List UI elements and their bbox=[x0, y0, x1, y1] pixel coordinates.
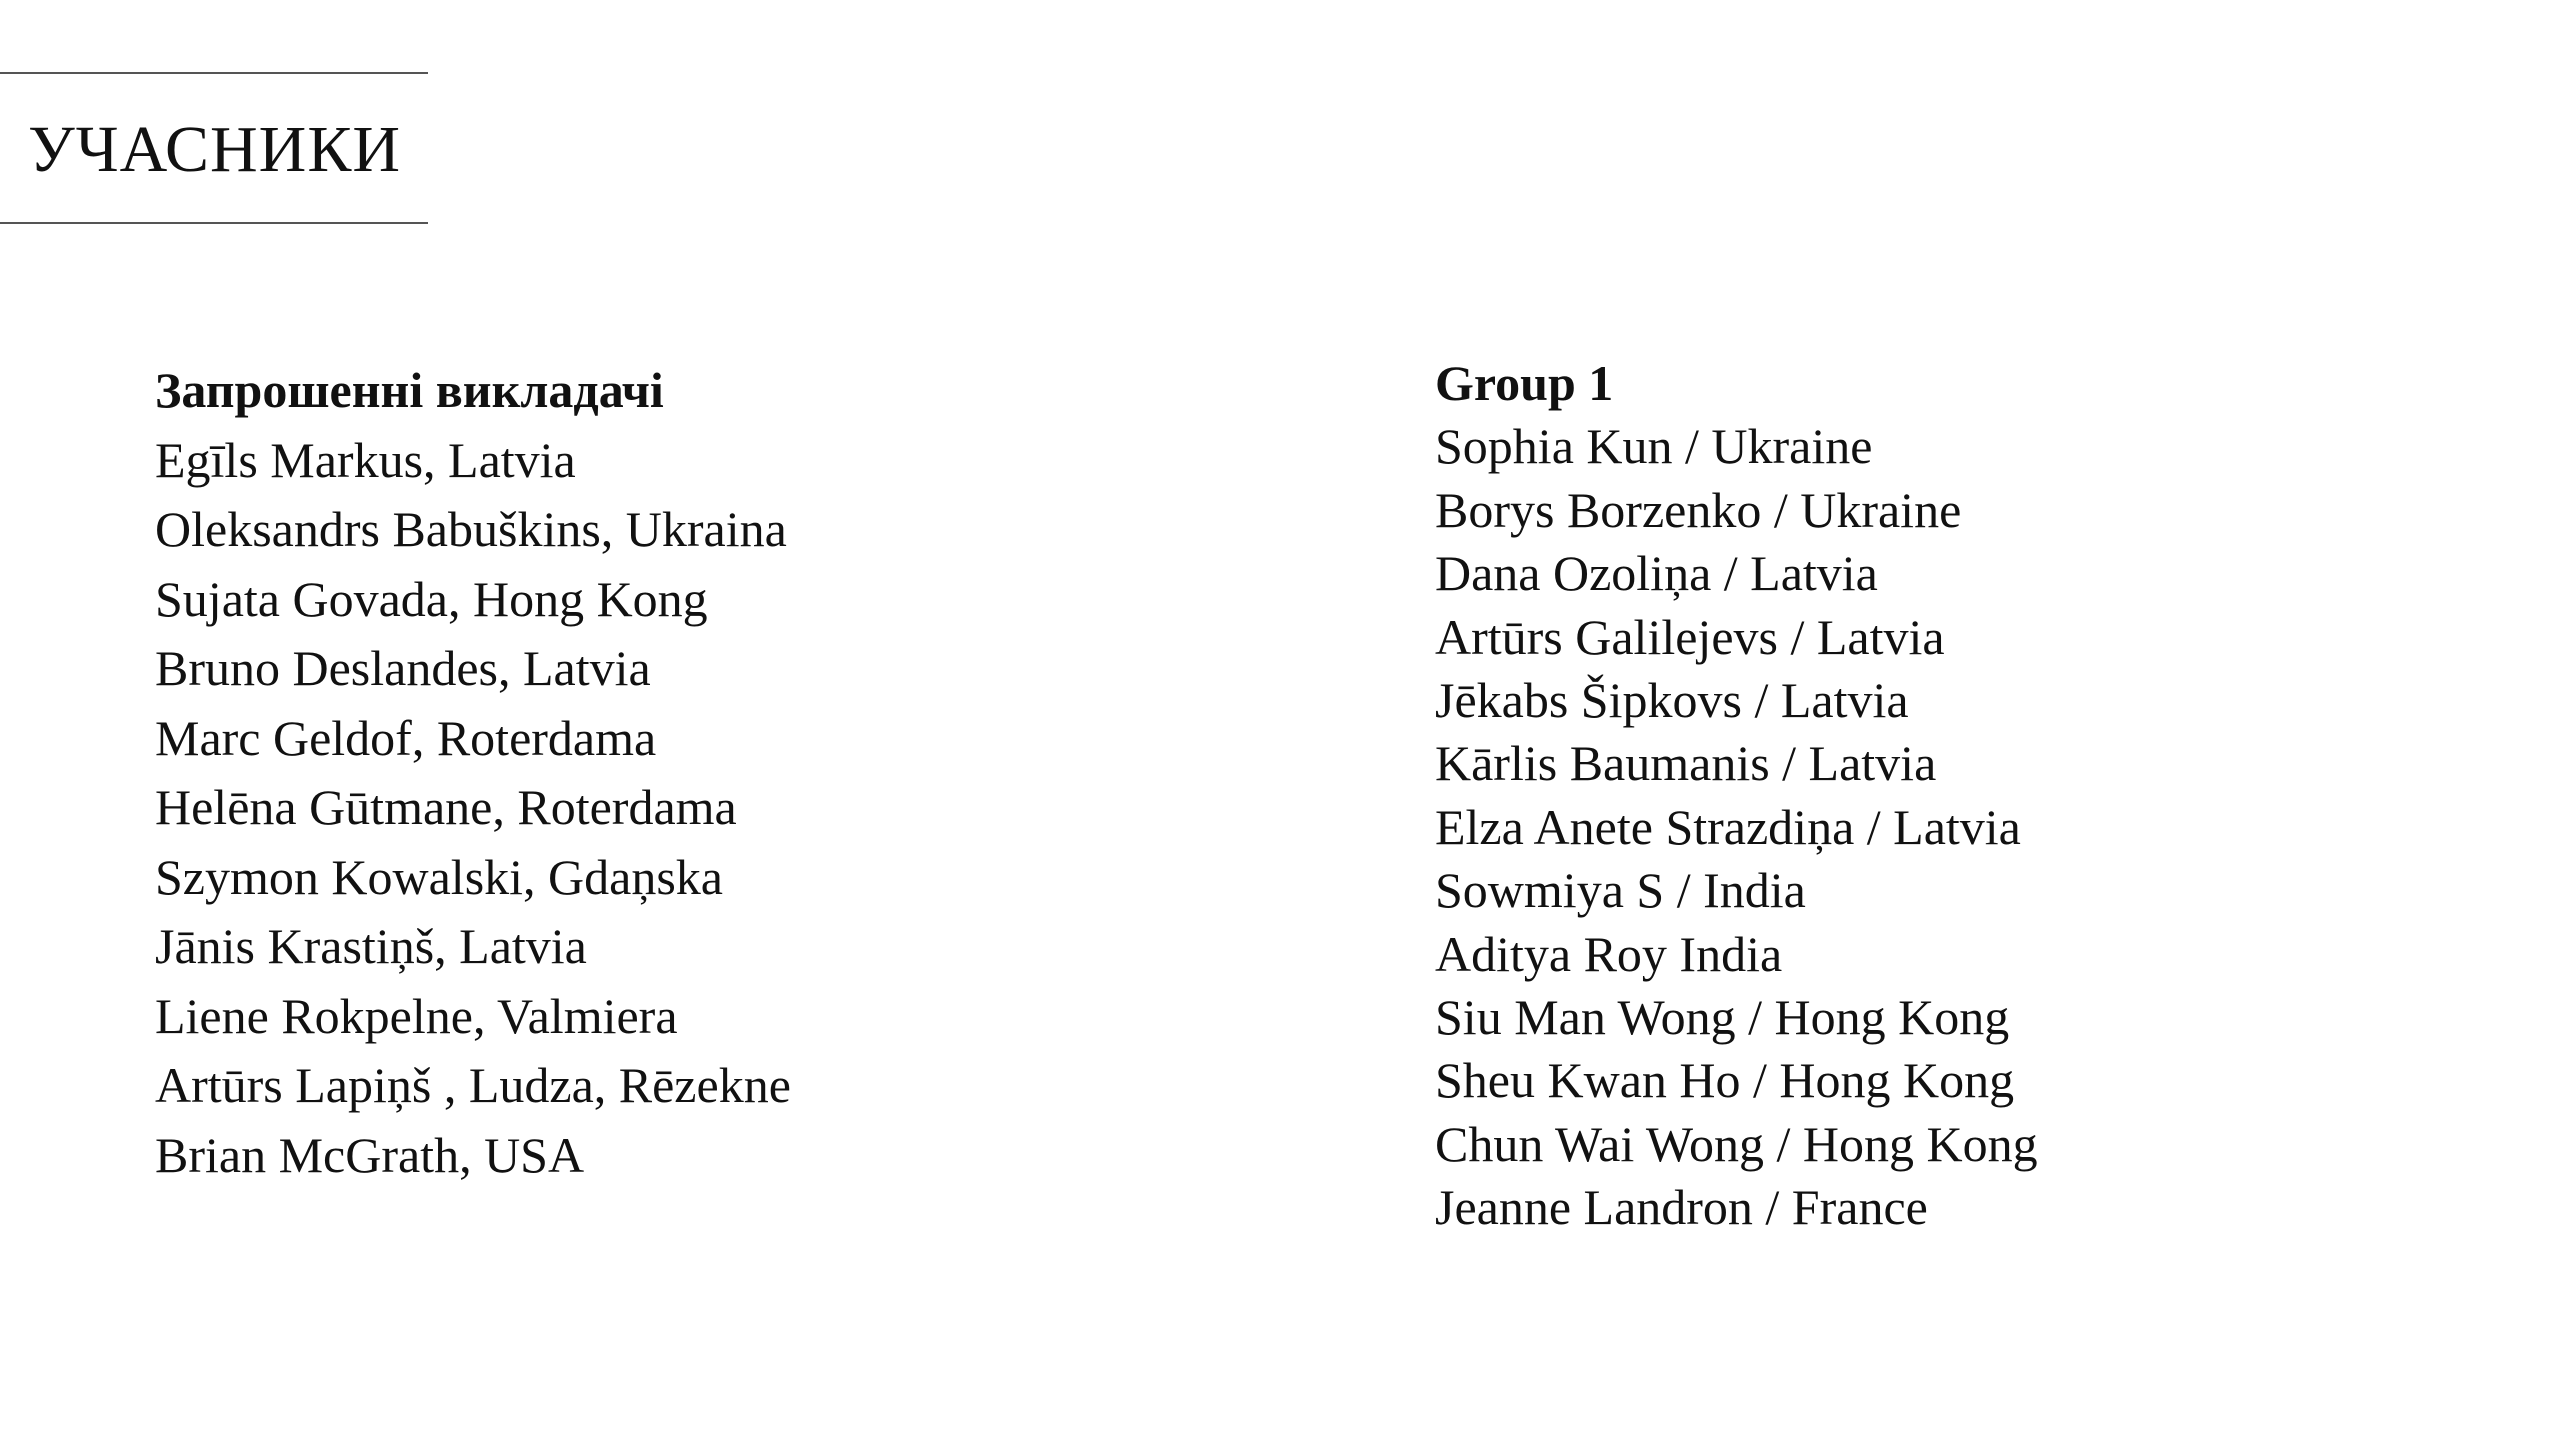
invited-teachers-section bbox=[155, 356, 791, 1190]
list-item: Artūrs Lapiņš , Ludza, Rēzekne bbox=[155, 1057, 791, 1113]
list-item: Sujata Govada, Hong Kong bbox=[155, 570, 708, 627]
list-item: Sheu Kwan Ho / Hong Kong bbox=[1435, 1052, 2015, 1109]
list-item: Jānis Krastiņš, Latvia bbox=[155, 918, 587, 974]
list-item: Jēkabs Šipkovs / Latvia bbox=[1435, 672, 1909, 729]
group-1-section bbox=[1435, 352, 2038, 1240]
page-title: УЧАСНИКИ bbox=[28, 113, 402, 186]
list-item: Aditya Roy India bbox=[1435, 925, 1783, 982]
list-item: Dana Ozoliņa / Latvia bbox=[1435, 545, 1878, 602]
list-item: Sowmiya S / India bbox=[1435, 862, 1806, 919]
list-item: Liene Rokpelne, Valmiera bbox=[155, 987, 678, 1044]
list-item: Kārlis Baumanis / Latvia bbox=[1435, 735, 1937, 792]
list-item: Artūrs Galilejevs / Latvia bbox=[1435, 608, 1945, 665]
list-item: Marc Geldof, Roterdama bbox=[155, 709, 657, 766]
title-bottom-rule bbox=[0, 222, 428, 224]
invited-teachers-heading: Запрошенні викладачі bbox=[155, 362, 664, 418]
invited-teachers-list bbox=[155, 426, 791, 1191]
list-item: Jeanne Landron / France bbox=[1435, 1179, 1928, 1236]
list-item: Borys Borzenko / Ukraine bbox=[1435, 481, 1962, 538]
list-item: Elza Anete Strazdiņa / Latvia bbox=[1435, 798, 2021, 855]
list-item: Siu Man Wong / Hong Kong bbox=[1435, 989, 2010, 1046]
list-item: Egīls Markus, Latvia bbox=[155, 431, 576, 488]
list-item: Szymon Kowalski, Gdaņska bbox=[155, 848, 723, 905]
list-item: Brian McGrath, USA bbox=[155, 1126, 585, 1183]
list-item: Chun Wai Wong / Hong Kong bbox=[1435, 1115, 2038, 1172]
list-item: Oleksandrs Babuškins, Ukraina bbox=[155, 501, 787, 557]
list-item: Bruno Deslandes, Latvia bbox=[155, 640, 651, 696]
group-1-heading: Group 1 bbox=[1435, 355, 1614, 411]
group-1-list bbox=[1435, 415, 2038, 1239]
list-item: Sophia Kun / Ukraine bbox=[1435, 418, 1873, 475]
list-item: Helēna Gūtmane, Roterdama bbox=[155, 779, 737, 835]
title-top-rule bbox=[0, 72, 428, 74]
